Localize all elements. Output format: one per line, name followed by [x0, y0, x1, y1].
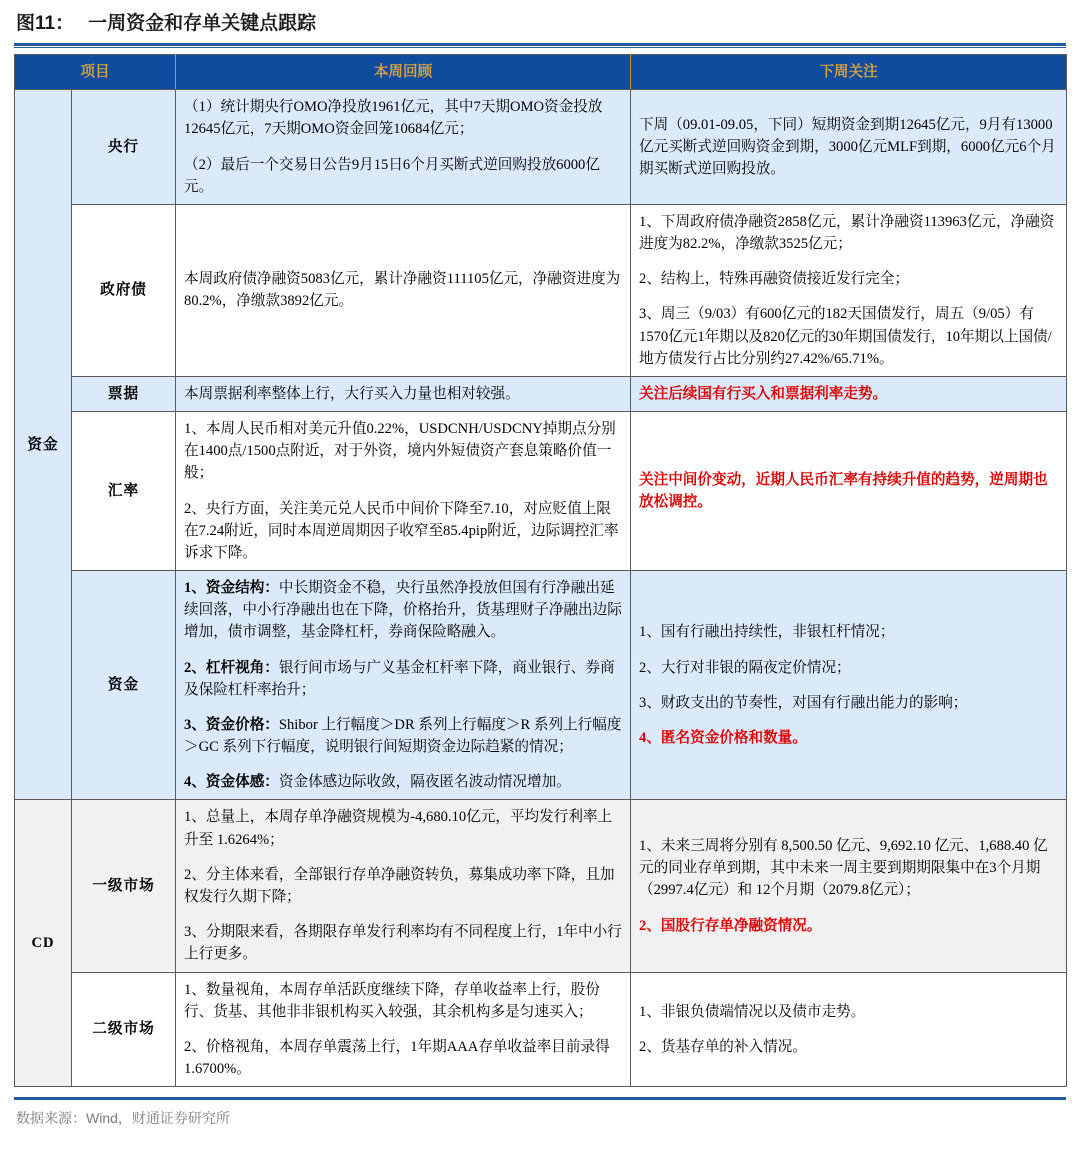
cell-focus-government-bond	[631, 204, 1067, 376]
table-row	[15, 972, 1067, 1087]
paragraph: 3、周三（9/03）有600亿元的182天国债发行，周五（9/05）有1570亿元1年期以及820亿元的30年期国债发行，10年期以上国债/地方债发行占比分别约27.42%/65.71%。	[639, 306, 1052, 367]
cell-focus-bills	[631, 376, 1067, 411]
paragraph: 本周政府债净融资5083亿元，累计净融资111105亿元，净融资进度为80.2%，净缴款3892亿元。	[184, 271, 621, 310]
header-review: 本周回顾	[176, 55, 631, 90]
paragraph-label: 1、资金结构：	[184, 580, 279, 597]
cell-review-funding	[176, 571, 631, 800]
paragraph: 1、下周政府债净融资2858亿元，累计净融资113963亿元，净融资进度为82.2%，净缴款3525亿元；	[639, 213, 1055, 253]
table-row	[15, 412, 1067, 571]
table-row	[15, 571, 1067, 800]
paragraph: 3、分期限来看，各期限存单发行利率均有不同程度上行，1年中小行上行更多。	[184, 924, 622, 963]
paragraph: 1、本周人民币相对美元升值0.22%，USDCNH/USDCNY掉期点分别在1400点/1500点附近，对于外资，境内外短债资产套息策略价值一般；	[184, 421, 616, 482]
paragraph: 2、大行对非银的隔夜定价情况；	[639, 659, 851, 676]
paragraph: 3、财政支出的节奏性，对国有行融出能力的影响；	[639, 694, 968, 711]
cell-review-bills	[176, 376, 631, 411]
paragraph	[184, 714, 622, 758]
table-row	[15, 204, 1067, 376]
figure-title-text: 一周资金和存单关键点跟踪	[88, 13, 317, 34]
subrow-label-government-bond: 政府债	[72, 204, 176, 376]
paragraph: 1、国有行融出持续性，非银杠杆情况；	[639, 624, 895, 641]
subrow-label-fx: 汇率	[72, 412, 176, 571]
paragraph: （1）统计期央行OMO净投放1961亿元，其中7天期OMO资金投放12645亿元，7天期OMO资金回笼10684亿元；	[184, 99, 603, 138]
paragraph-text: Shibor 上行幅度＞DR 系列上行幅度＞R 系列上行幅度＞GC 系列下行幅度，说明银行间短期资金边际趋紧的情况；	[184, 716, 622, 756]
page-title	[14, 0, 1066, 43]
cell-focus-central-bank	[631, 90, 1067, 205]
paragraph: 2、分主体来看，全部银行存单净融资转负，募集成功率下降，且加权发行久期下降；	[184, 866, 615, 905]
table-row	[15, 90, 1067, 205]
table-row	[15, 800, 1067, 972]
paragraph: 2、结构上，特殊再融资债接近发行完全；	[639, 271, 910, 288]
paragraph-text: 资金体感边际收敛，隔夜匿名波动情况增加。	[278, 774, 571, 791]
subrow-label-bills: 票据	[72, 376, 176, 411]
subrow-label-primary-market: 一级市场	[72, 800, 176, 972]
table-header-row	[15, 55, 1067, 90]
paragraph: （2）最后一个交易日公告9月15日6个月买断式逆回购投放6000亿元。	[184, 156, 600, 195]
paragraph: 1、未来三周将分别有 8,500.50 亿元、9,692.10 亿元、1,688.40 亿元的同业存单到期，其中未来一周主要到期期限集中在3个月期（2997.4亿元）和 12个月期（2079.8亿元）；	[639, 838, 1048, 899]
tracking-table	[14, 54, 1067, 1087]
paragraph: 2、价格视角，本周存单震荡上行，1年期AAA存单收益率目前录得1.6700%。	[184, 1038, 610, 1078]
cell-review-fx	[176, 412, 631, 571]
cell-review-secondary-market	[176, 972, 631, 1087]
cell-focus-secondary-market	[631, 972, 1067, 1087]
paragraph-highlight: 4、匿名资金价格和数量。	[639, 729, 807, 746]
paragraph: 1、非银负债端情况以及债市走势。	[639, 1003, 866, 1020]
cell-review-government-bond	[176, 204, 631, 376]
paragraph: 2、货基存单的补入情况。	[639, 1038, 807, 1055]
paragraph-highlight: 关注中间价变动，近期人民币汇率有持续升值的趋势，逆周期也放松调控。	[639, 471, 1048, 511]
cell-review-primary-market	[176, 800, 631, 972]
paragraph-highlight: 2、国股行存单净融资情况。	[639, 917, 822, 934]
paragraph: 下周（09.01-09.05，下同）短期资金到期12645亿元，9月有13000亿元买断式逆回购资金到期，3000亿元MLF到期，6000亿元6个月期买断式逆回购投放。	[639, 116, 1056, 178]
cell-focus-primary-market	[631, 800, 1067, 972]
subrow-label-secondary-market: 二级市场	[72, 972, 176, 1087]
paragraph-label: 3、资金价格：	[184, 716, 279, 733]
group-label-cd: CD	[15, 800, 72, 1087]
table-row	[15, 376, 1067, 411]
title-rule-thick	[14, 43, 1066, 46]
paragraph: 本周票据利率整体上行，大行买入力量也相对较强。	[184, 385, 520, 402]
paragraph: 1、数量视角，本周存单活跃度继续下降，存单收益率上行，股份行、货基、其他非非银机构买入较强，其余机构多是匀速买入；	[184, 981, 600, 1020]
group-label-funding: 资金	[15, 90, 72, 800]
figure-number: 图11：	[16, 13, 75, 34]
paragraph: 2、央行方面，关注美元兑人民币中间价下降至7.10，对应贬值上限在7.24附近，同时本周逆周期因子收窄至85.4pip附近，边际调控汇率诉求下降。	[184, 500, 619, 561]
cell-focus-fx	[631, 412, 1067, 571]
paragraph-highlight: 关注后续国有行买入和票据利率走势。	[639, 385, 888, 402]
paragraph	[184, 657, 622, 701]
paragraph-text: 中长期资金不稳，央行虽然净投放但国有行净融出延续回落，中小行净融出也在下降，价格抬升，货基理财子净融出边际增加，债市调整，基金降杠杆，券商保险略融入。	[184, 580, 622, 641]
paragraph-text: 银行间市场与广义基金杠杆率下降，商业银行、券商及保险杠杆率抬升；	[184, 659, 615, 698]
paragraph	[184, 577, 622, 644]
title-rule-thin	[14, 47, 1066, 48]
source-note: 数据来源：Wind，财通证券研究所	[16, 1110, 230, 1127]
paragraph: 1、总量上，本周存单净融资规模为-4,680.10亿元，平均发行利率上升至 1.6264%；	[184, 809, 613, 848]
header-focus: 下周关注	[631, 55, 1067, 90]
header-item: 项目	[15, 55, 176, 90]
subrow-label-funding: 资金	[72, 571, 176, 800]
subrow-label-central-bank: 央行	[72, 90, 176, 205]
cell-focus-funding	[631, 571, 1067, 800]
paragraph-label: 4、资金体感：	[184, 774, 279, 791]
paragraph-label: 2、杠杆视角：	[184, 659, 279, 676]
paragraph	[184, 771, 622, 793]
cell-review-central-bank	[176, 90, 631, 205]
